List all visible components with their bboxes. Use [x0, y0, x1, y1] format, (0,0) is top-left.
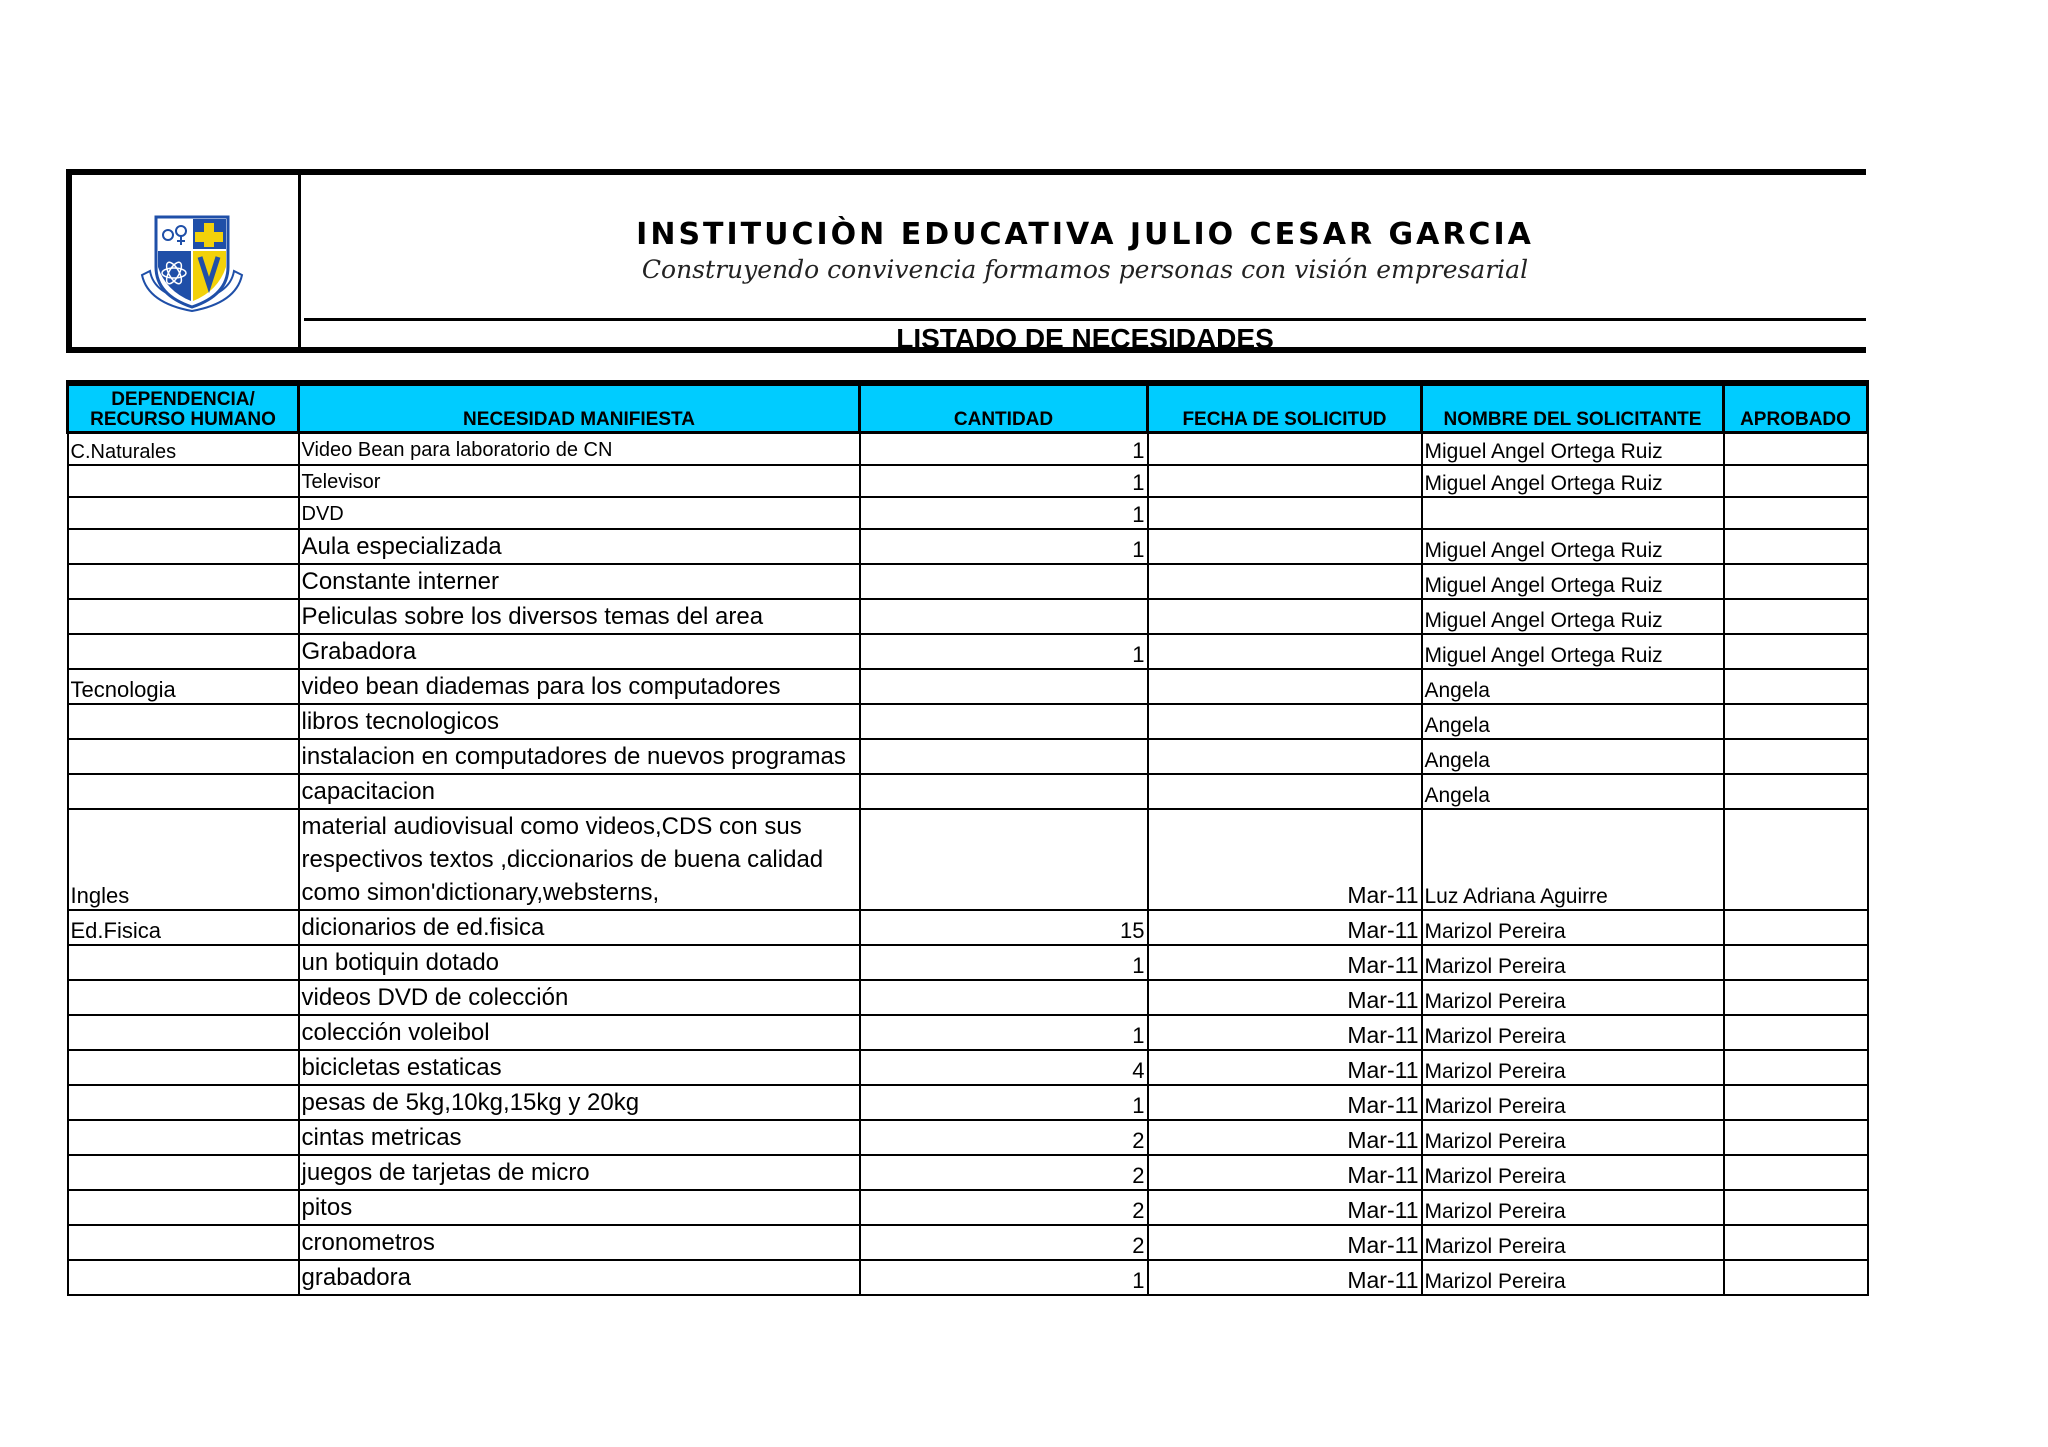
table-row — [68, 1050, 1868, 1085]
cell-dependencia: C.Naturales — [68, 433, 299, 466]
cell-nombre: Marizol Pereira — [1422, 980, 1724, 1015]
table-row — [68, 634, 1868, 669]
cell-necesidad: material audiovisual como videos,CDS con sus respectivos textos ,diccionarios de buena calidad como simon'dictionary,websterns, — [299, 809, 860, 910]
cell-aprobado — [1724, 433, 1868, 466]
cell-dependencia — [68, 945, 299, 980]
cell-fecha: Mar-11 — [1148, 980, 1422, 1015]
cell-fecha: Mar-11 — [1148, 1225, 1422, 1260]
cell-necesidad: libros tecnologicos — [299, 704, 860, 739]
table-row — [68, 980, 1868, 1015]
cell-necesidad: Peliculas sobre los diversos temas del area — [299, 599, 860, 634]
table-row — [68, 945, 1868, 980]
cell-necesidad: Televisor — [299, 465, 860, 497]
cell-aprobado — [1724, 1260, 1868, 1295]
cell-nombre — [1422, 497, 1724, 529]
cell-nombre: Angela — [1422, 739, 1724, 774]
cell-dependencia — [68, 634, 299, 669]
cell-fecha: Mar-11 — [1148, 809, 1422, 910]
cell-aprobado — [1724, 1120, 1868, 1155]
cell-dependencia: Ingles — [68, 809, 299, 910]
table-row — [68, 529, 1868, 564]
cell-nombre: Luz Adriana Aguirre — [1422, 809, 1724, 910]
needs-table — [66, 380, 1869, 1296]
table-row — [68, 1085, 1868, 1120]
cell-cantidad — [860, 704, 1148, 739]
cell-necesidad: pitos — [299, 1190, 860, 1225]
column-header-aprobado: APROBADO — [1724, 383, 1868, 433]
cell-necesidad: un botiquin dotado — [299, 945, 860, 980]
table-row — [68, 704, 1868, 739]
cell-nombre: Angela — [1422, 669, 1724, 704]
cell-fecha: Mar-11 — [1148, 1120, 1422, 1155]
cell-dependencia — [68, 529, 299, 564]
institution-title: INSTITUCIÒN EDUCATIVA JULIO CESAR GARCIA — [636, 217, 1534, 252]
cell-fecha — [1148, 739, 1422, 774]
cell-nombre: Miguel Angel Ortega Ruiz — [1422, 564, 1724, 599]
cell-nombre: Miguel Angel Ortega Ruiz — [1422, 529, 1724, 564]
cell-aprobado — [1724, 1050, 1868, 1085]
cell-cantidad: 1 — [860, 433, 1148, 466]
cell-fecha — [1148, 433, 1422, 466]
table-row — [68, 809, 1868, 910]
cell-fecha: Mar-11 — [1148, 945, 1422, 980]
table-row — [68, 910, 1868, 945]
cell-fecha — [1148, 529, 1422, 564]
cell-cantidad: 1 — [860, 497, 1148, 529]
cell-necesidad: colección voleibol — [299, 1015, 860, 1050]
cell-aprobado — [1724, 634, 1868, 669]
cell-cantidad: 1 — [860, 1260, 1148, 1295]
cell-aprobado — [1724, 564, 1868, 599]
cell-aprobado — [1724, 910, 1868, 945]
column-header-dependencia-line2: RECURSO HUMANO — [90, 409, 276, 430]
cell-nombre: Miguel Angel Ortega Ruiz — [1422, 634, 1724, 669]
cell-dependencia — [68, 599, 299, 634]
column-header-dependencia-line1: DEPENDENCIA/ — [111, 389, 255, 410]
cell-necesidad: pesas de 5kg,10kg,15kg y 20kg — [299, 1085, 860, 1120]
cell-cantidad: 1 — [860, 1085, 1148, 1120]
cell-fecha — [1148, 465, 1422, 497]
cell-dependencia — [68, 704, 299, 739]
cell-dependencia — [68, 1050, 299, 1085]
table-row — [68, 1190, 1868, 1225]
cell-nombre: Marizol Pereira — [1422, 1155, 1724, 1190]
cell-aprobado — [1724, 945, 1868, 980]
cell-necesidad: Constante interner — [299, 564, 860, 599]
cell-aprobado — [1724, 1190, 1868, 1225]
cell-necesidad: cintas metricas — [299, 1120, 860, 1155]
table-header-row — [68, 383, 1868, 433]
cell-nombre: Marizol Pereira — [1422, 1015, 1724, 1050]
cell-nombre: Marizol Pereira — [1422, 1225, 1724, 1260]
cell-cantidad: 1 — [860, 465, 1148, 497]
cell-necesidad: bicicletas estaticas — [299, 1050, 860, 1085]
cell-necesidad: Aula especializada — [299, 529, 860, 564]
cell-aprobado — [1724, 809, 1868, 910]
cell-aprobado — [1724, 739, 1868, 774]
cell-dependencia — [68, 1085, 299, 1120]
cell-dependencia — [68, 1225, 299, 1260]
cell-fecha — [1148, 497, 1422, 529]
table-row — [68, 669, 1868, 704]
cell-dependencia — [68, 564, 299, 599]
title-area — [304, 175, 1866, 315]
cell-necesidad: juegos de tarjetas de micro — [299, 1155, 860, 1190]
cell-dependencia — [68, 980, 299, 1015]
cell-necesidad: instalacion en computadores de nuevos programas — [299, 739, 860, 774]
cell-dependencia — [68, 1015, 299, 1050]
cell-necesidad: capacitacion — [299, 774, 860, 809]
cell-dependencia — [68, 774, 299, 809]
cell-aprobado — [1724, 529, 1868, 564]
document-header — [66, 169, 1866, 353]
cell-cantidad — [860, 774, 1148, 809]
cell-nombre: Miguel Angel Ortega Ruiz — [1422, 599, 1724, 634]
cell-nombre: Marizol Pereira — [1422, 1085, 1724, 1120]
cell-aprobado — [1724, 1085, 1868, 1120]
cell-dependencia — [68, 465, 299, 497]
cell-nombre: Angela — [1422, 704, 1724, 739]
table-row — [68, 1120, 1868, 1155]
cell-fecha — [1148, 704, 1422, 739]
cell-fecha — [1148, 599, 1422, 634]
cell-fecha — [1148, 774, 1422, 809]
cell-aprobado — [1724, 1015, 1868, 1050]
cell-cantidad: 1 — [860, 634, 1148, 669]
cell-fecha: Mar-11 — [1148, 910, 1422, 945]
cell-dependencia: Tecnologia — [68, 669, 299, 704]
cell-necesidad: cronometros — [299, 1225, 860, 1260]
cell-aprobado — [1724, 1155, 1868, 1190]
cell-fecha: Mar-11 — [1148, 1155, 1422, 1190]
school-crest-logo — [138, 211, 246, 319]
cell-cantidad: 4 — [860, 1050, 1148, 1085]
cell-necesidad: dicionarios de ed.fisica — [299, 910, 860, 945]
column-header-cantidad: CANTIDAD — [860, 383, 1148, 433]
cell-nombre: Marizol Pereira — [1422, 1190, 1724, 1225]
table-row — [68, 1225, 1868, 1260]
logo-cell — [72, 175, 301, 347]
cell-cantidad: 1 — [860, 945, 1148, 980]
cell-necesidad: videos DVD de colección — [299, 980, 860, 1015]
list-title-row — [304, 318, 1866, 356]
cell-necesidad: grabadora — [299, 1260, 860, 1295]
cell-aprobado — [1724, 1225, 1868, 1260]
cell-necesidad: video bean diademas para los computadores — [299, 669, 860, 704]
cell-cantidad — [860, 809, 1148, 910]
cell-nombre: Marizol Pereira — [1422, 945, 1724, 980]
cell-aprobado — [1724, 599, 1868, 634]
cell-cantidad: 2 — [860, 1155, 1148, 1190]
cell-cantidad: 2 — [860, 1225, 1148, 1260]
cell-fecha: Mar-11 — [1148, 1190, 1422, 1225]
cell-dependencia: Ed.Fisica — [68, 910, 299, 945]
cell-dependencia — [68, 1120, 299, 1155]
table-row — [68, 1260, 1868, 1295]
cell-cantidad — [860, 564, 1148, 599]
cell-fecha: Mar-11 — [1148, 1050, 1422, 1085]
cell-nombre: Marizol Pereira — [1422, 1120, 1724, 1155]
cell-dependencia — [68, 1190, 299, 1225]
cell-nombre: Marizol Pereira — [1422, 1260, 1724, 1295]
column-header-fecha: FECHA DE SOLICITUD — [1148, 383, 1422, 433]
cell-aprobado — [1724, 704, 1868, 739]
column-header-necesidad: NECESIDAD MANIFIESTA — [299, 383, 860, 433]
cell-nombre: Angela — [1422, 774, 1724, 809]
cell-dependencia — [68, 497, 299, 529]
table-row — [68, 497, 1868, 529]
cell-fecha — [1148, 669, 1422, 704]
cell-cantidad: 1 — [860, 1015, 1148, 1050]
cell-nombre: Miguel Angel Ortega Ruiz — [1422, 465, 1724, 497]
cell-aprobado — [1724, 774, 1868, 809]
cell-nombre: Marizol Pereira — [1422, 1050, 1724, 1085]
cell-necesidad: Grabadora — [299, 634, 860, 669]
cell-cantidad: 2 — [860, 1120, 1148, 1155]
table-row — [68, 774, 1868, 809]
cell-necesidad: Video Bean para laboratorio de CN — [299, 433, 860, 466]
column-header-dependencia — [68, 383, 299, 433]
cell-aprobado — [1724, 980, 1868, 1015]
list-title: LISTADO DE NECESIDADES — [896, 323, 1274, 354]
table-row — [68, 1015, 1868, 1050]
cell-dependencia — [68, 1260, 299, 1295]
cell-aprobado — [1724, 669, 1868, 704]
cell-aprobado — [1724, 497, 1868, 529]
table-row — [68, 465, 1868, 497]
cell-nombre: Miguel Angel Ortega Ruiz — [1422, 433, 1724, 466]
table-row — [68, 433, 1868, 466]
cell-nombre: Marizol Pereira — [1422, 910, 1724, 945]
cell-cantidad — [860, 739, 1148, 774]
cell-fecha — [1148, 634, 1422, 669]
cell-cantidad — [860, 669, 1148, 704]
cell-necesidad: DVD — [299, 497, 860, 529]
cell-cantidad: 2 — [860, 1190, 1148, 1225]
table-row — [68, 1155, 1868, 1190]
cell-dependencia — [68, 1155, 299, 1190]
cell-cantidad — [860, 980, 1148, 1015]
table-row — [68, 739, 1868, 774]
cell-cantidad: 15 — [860, 910, 1148, 945]
cell-cantidad: 1 — [860, 529, 1148, 564]
cell-fecha: Mar-11 — [1148, 1260, 1422, 1295]
cell-aprobado — [1724, 465, 1868, 497]
institution-motto: Construyendo convivencia formamos personas con visión empresarial — [641, 255, 1529, 284]
cell-fecha — [1148, 564, 1422, 599]
table-row — [68, 599, 1868, 634]
column-header-nombre: NOMBRE DEL SOLICITANTE — [1422, 383, 1724, 433]
cell-cantidad — [860, 599, 1148, 634]
table-row — [68, 564, 1868, 599]
cell-fecha: Mar-11 — [1148, 1085, 1422, 1120]
cell-dependencia — [68, 739, 299, 774]
table-body — [68, 433, 1868, 1296]
cell-fecha: Mar-11 — [1148, 1015, 1422, 1050]
